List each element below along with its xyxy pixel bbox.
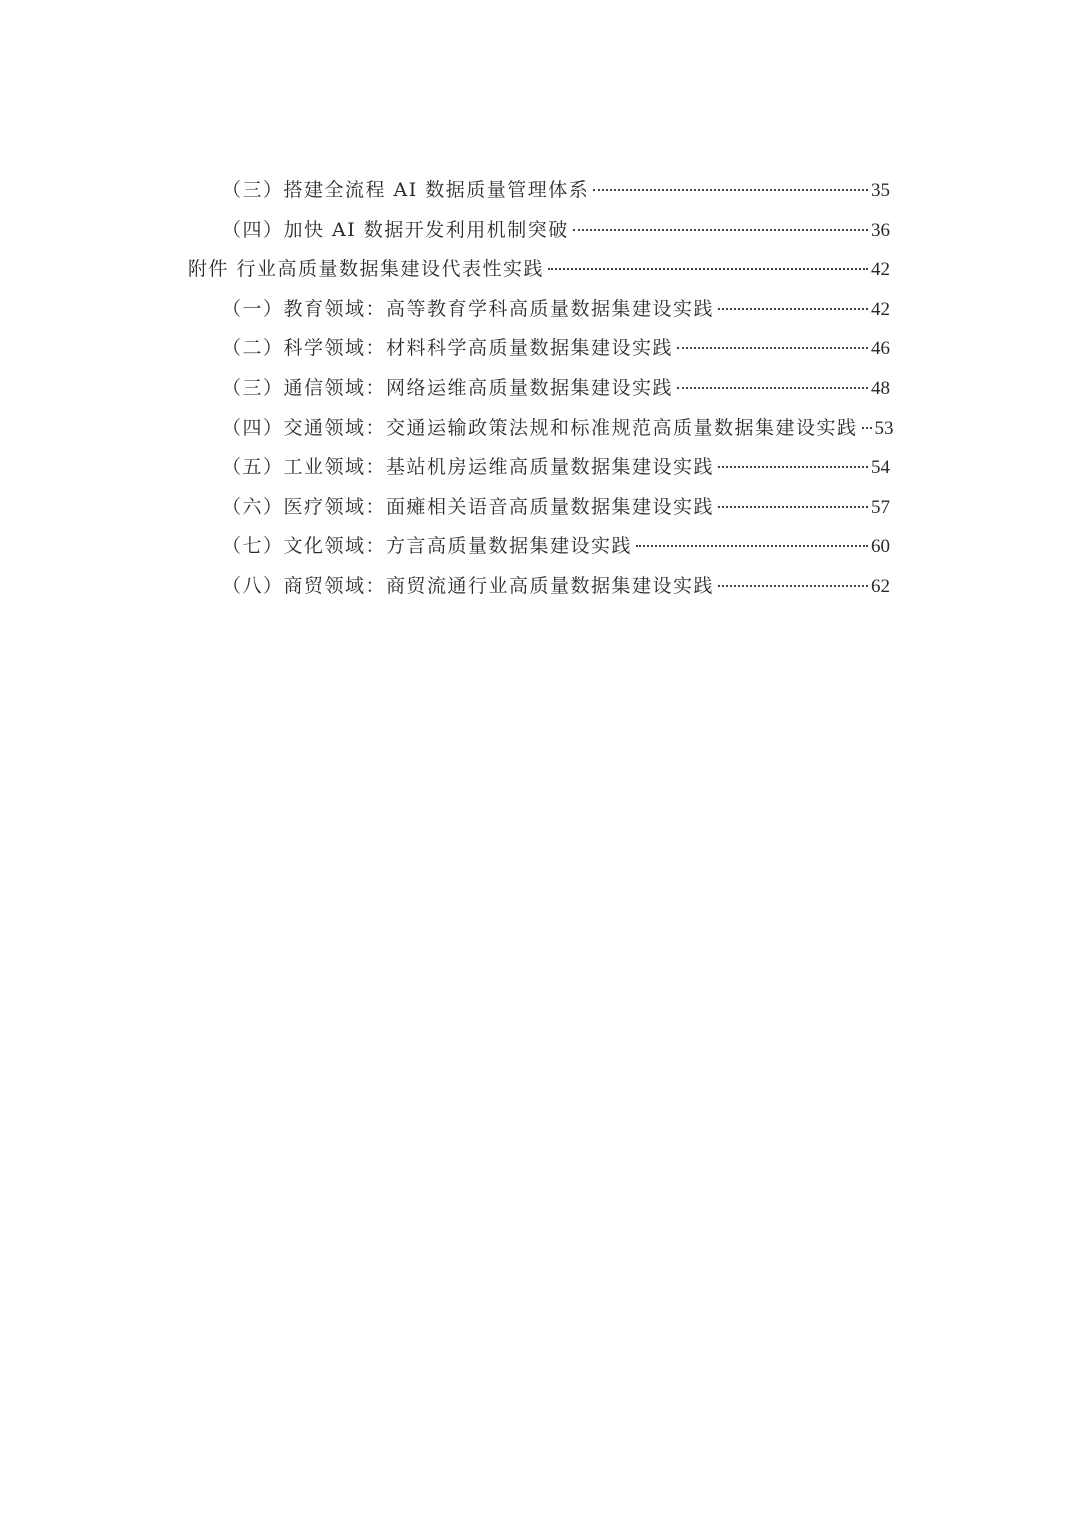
toc-entry[interactable]: [188, 571, 890, 611]
toc-entry-page: 57: [871, 496, 890, 518]
toc-entry-title: （四）交通领域：交通运输政策法规和标准规范高质量数据集建设实践: [222, 416, 858, 439]
toc-entry-page: 35: [871, 180, 890, 201]
toc-entry[interactable]: [188, 452, 890, 492]
toc-dot-leader: [677, 347, 868, 349]
toc-entry[interactable]: [188, 531, 890, 571]
toc-dot-leader: [718, 585, 868, 587]
toc-entry-page: 48: [871, 377, 890, 399]
toc-entry[interactable]: [188, 413, 894, 453]
toc-entry[interactable]: [188, 492, 890, 532]
toc-entry-title: （二）科学领域：材料科学高质量数据集建设实践: [222, 337, 674, 360]
toc-entry-page: 42: [871, 298, 890, 320]
toc-entry-page: 42: [871, 259, 890, 281]
toc-entry-page: 46: [871, 338, 890, 360]
toc-entry-page: 53: [874, 417, 894, 439]
toc-entry-title: （七）文化领域：方言高质量数据集建设实践: [222, 535, 633, 558]
toc-entry-title: （六）医疗领域：面瘫相关语音高质量数据集建设实践: [222, 495, 715, 518]
toc-dot-leader: [573, 229, 868, 231]
toc-entry[interactable]: [188, 175, 890, 215]
toc-entry-title: （一）教育领域：高等教育学科高质量数据集建设实践: [222, 297, 715, 320]
toc-dot-leader: [862, 427, 872, 429]
toc-dot-leader: [548, 268, 868, 270]
toc-dot-leader: [593, 189, 868, 191]
toc-dot-leader: [718, 506, 868, 508]
toc-entry[interactable]: [188, 373, 890, 413]
toc-entry-title: 附件 行业高质量数据集建设代表性实践: [188, 258, 545, 281]
toc-entry-title: （五）工业领域：基站机房运维高质量数据集建设实践: [222, 456, 715, 479]
toc-entry-title: （四）加快 AI 数据开发利用机制突破: [222, 218, 569, 241]
toc-dot-leader: [636, 545, 868, 547]
toc-entry-page: 60: [871, 536, 890, 558]
toc-entry-title: （三）通信领域：网络运维高质量数据集建设实践: [222, 376, 674, 399]
toc-entry[interactable]: [188, 294, 890, 334]
toc-entry-appendix[interactable]: [188, 254, 890, 294]
toc-dot-leader: [718, 308, 868, 310]
toc-entry-page: 36: [871, 219, 890, 241]
toc-dot-leader: [677, 387, 868, 389]
toc-entry[interactable]: [188, 215, 890, 255]
toc-entry[interactable]: [188, 333, 890, 373]
toc-entry-title: （三）搭建全流程 AI 数据质量管理体系: [222, 179, 590, 201]
toc-dot-leader: [718, 466, 868, 468]
toc-entry-page: 62: [871, 575, 890, 597]
table-of-contents: [188, 175, 894, 611]
toc-entry-page: 54: [871, 457, 890, 479]
toc-entry-title: （八）商贸领域：商贸流通行业高质量数据集建设实践: [222, 574, 715, 597]
